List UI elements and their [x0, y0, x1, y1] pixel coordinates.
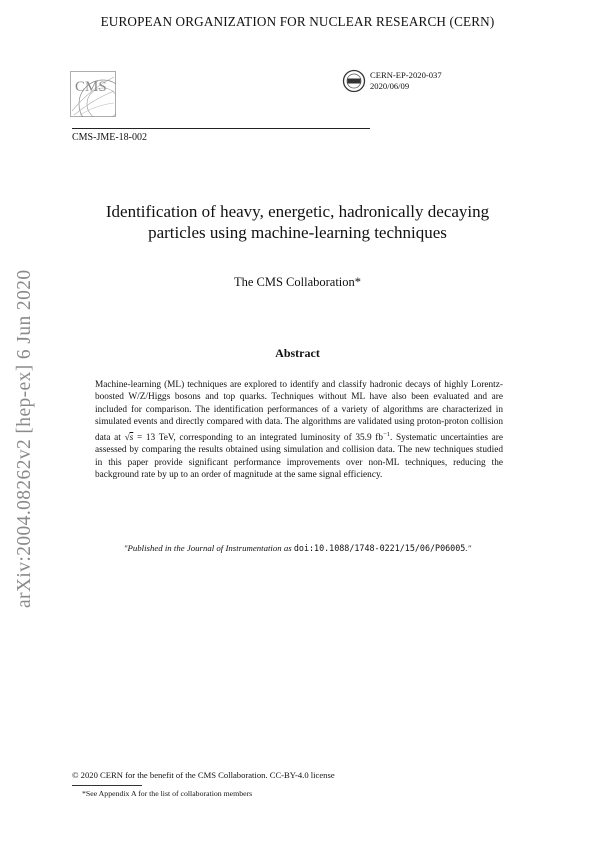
report-info [370, 70, 442, 92]
published-prefix: "Published in the Journal of Instrumentation as [123, 543, 294, 553]
luminosity-exponent: −1 [383, 430, 390, 438]
header-rule [72, 128, 370, 129]
luminosity-value: 35.9 fb [355, 432, 384, 443]
collision-energy: = 13 TeV [136, 432, 174, 443]
doi-link[interactable]: doi:10.1088/1748-0221/15/06/P06005 [293, 543, 466, 553]
footnote: *See Appendix A for the list of collaboration members [82, 789, 253, 798]
footnote-rule [72, 785, 142, 786]
cms-logo-text: CMS [75, 79, 107, 95]
title-line-2: particles using machine-learning techniques [148, 223, 447, 242]
sqrt-symbol: √ [124, 432, 130, 443]
title-line-1: Identification of heavy, energetic, hadronically decaying [105, 202, 490, 221]
abstract-part-3: . Systematic uncertainties are assessed by comparing the results obtained using simulation and collision data. The new techniques studied in this paper provide significant performance improvements over non-ML techniques, reducing the background rate by up to an order of magnitude at the same signal efficiency. [95, 432, 503, 480]
abstract-part-2: , corresponding to an integrated luminosity of [173, 432, 356, 443]
paper-title [60, 201, 535, 243]
publication-note [60, 543, 535, 553]
report-date: 2020/06/09 [370, 81, 410, 91]
author: The CMS Collaboration* [233, 275, 362, 289]
cms-logo [70, 71, 116, 117]
abstract-text [95, 379, 503, 481]
arxiv-identifier: arXiv:2004.08262v2 [hep-ex] 6 Jun 2020 [14, 269, 35, 608]
copyright-notice: © 2020 CERN for the benefit of the CMS Collaboration. CC-BY-4.0 license [72, 770, 335, 780]
sqrt-argument: s [129, 432, 134, 443]
organization-header: EUROPEAN ORGANIZATION FOR NUCLEAR RESEARCH (CERN) [100, 14, 495, 29]
report-number: CERN-EP-2020-037 [370, 70, 442, 80]
cern-logo [342, 69, 366, 93]
published-suffix: ." [465, 543, 472, 553]
abstract-heading: Abstract [275, 346, 320, 360]
cms-paper-id: CMS-JME-18-002 [72, 132, 148, 143]
abstract-part-1: Machine-learning (ML) techniques are explored to identify and classify hadronic decays of highly Lorentz-boosted W/Z/Higgs bosons and top quarks. Techniques without ML have also been evaluated and are included for comparison. The identification performances of a variety of algorithms are characterized in simulated events and directly compared with data. The algorithms are validated using proton-proton collision data at [95, 380, 503, 443]
